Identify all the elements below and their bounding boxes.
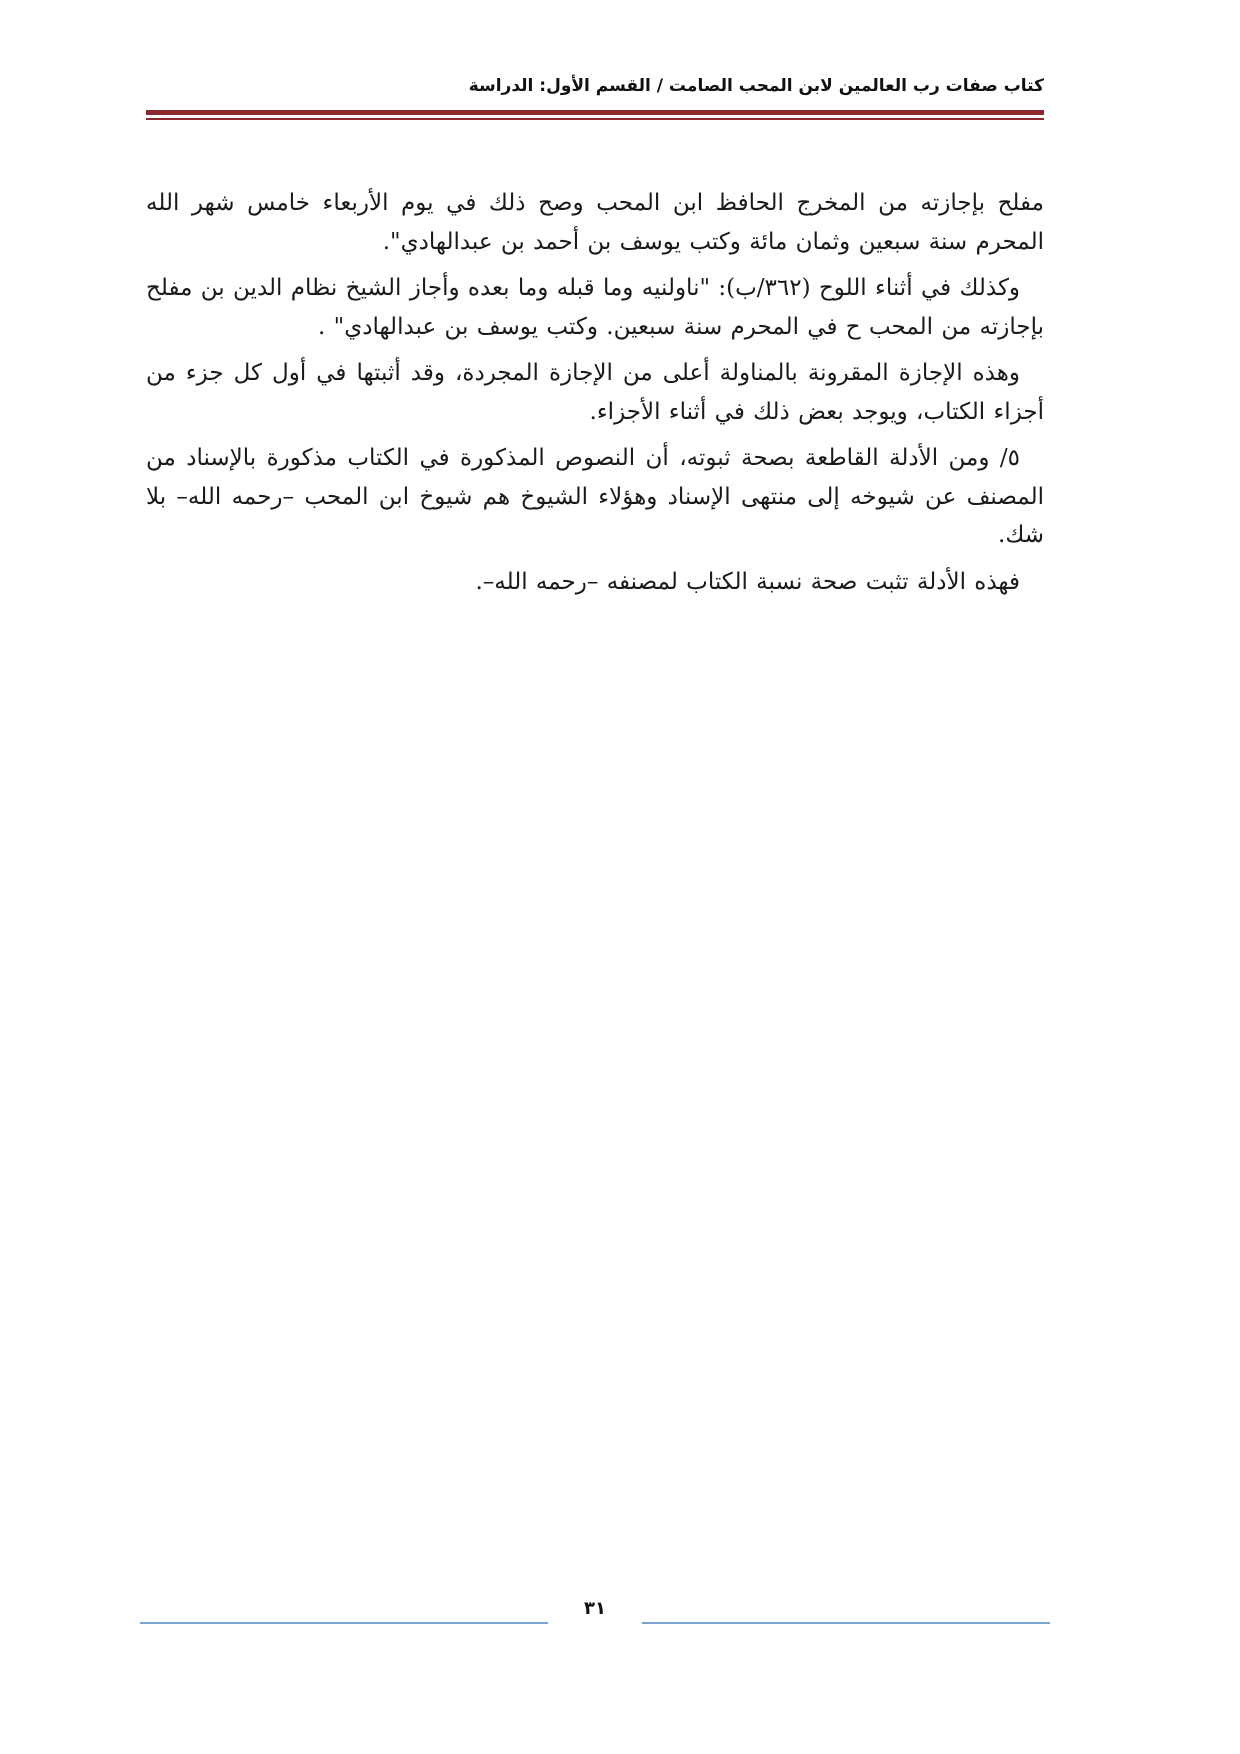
header-rule-thick [146,110,1044,115]
footer-rule-right [642,1622,1050,1624]
page-number: ٣١ [584,1598,606,1619]
header-title: كتاب صفات رب العالمين لابن المحب الصامت / القسم الأول: الدراسة [468,76,1044,96]
body-text [146,184,1044,601]
paragraph-4: ٥/ ومن الأدلة القاطعة بصحة ثبوته، أن النصوص المذكورة في الكتاب مذكورة بالإسناد من المصنف عن شيوخه إلى منتهى الإسناد وهؤلاء الشيوخ هم شيوخ ابن المحب –رحمه الله– بلا شك. [146,445,1044,548]
paragraph-1: مفلح بإجازته من المخرج الحافظ ابن المحب وصح ذلك في يوم الأربعاء خامس شهر الله المحرم سنة سبعين وثمان مائة وكتب يوسف بن أحمد بن عبدالهادي". [146,190,1044,255]
page-footer [140,1598,1050,1628]
header-rule-thin [146,118,1044,120]
paragraph-5: فهذه الأدلة تثبت صحة نسبة الكتاب لمصنفه –رحمه الله–. [475,568,1020,595]
footer-rule-left [140,1622,548,1624]
paragraph-2: وكذلك في أثناء اللوح (٣٦٢/ب): "ناولنيه وما قبله وما بعده وأجاز الشيخ نظام الدين بن مفلح بإجازته من المحب ح في المحرم سنة سبعين. وكتب يوسف بن عبدالهادي" . [146,275,1044,340]
paragraph-3: وهذه الإجازة المقرونة بالمناولة أعلى من الإجازة المجردة، وقد أثبتها في أول كل جزء من أجزاء الكتاب، ويوجد بعض ذلك في أثناء الأجزاء. [146,360,1044,425]
